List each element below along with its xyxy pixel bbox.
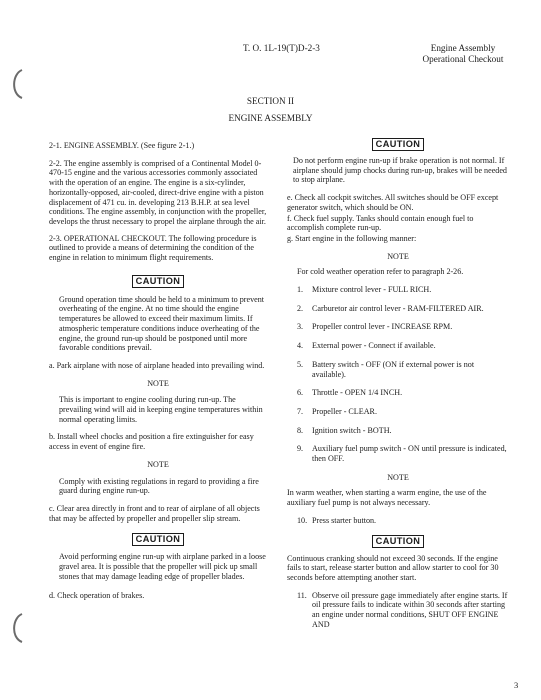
note-label: NOTE (387, 251, 409, 261)
caution-block-4 (287, 535, 509, 548)
note-text: This is important to engine cooling during run-up. The prevailing wind will aid in keeping engine temperatures within normal operating limits. (59, 395, 263, 424)
list-item: 2. Carburetor air control lever - RAM-FILTERED AIR. (297, 303, 484, 313)
caution-label: CAUTION (132, 533, 185, 546)
list-item: 8. Ignition switch - BOTH. (297, 425, 392, 435)
section-number: SECTION II (246, 96, 295, 106)
list-item: 6. Throttle - OPEN 1/4 INCH. (297, 388, 403, 398)
step-c: c. Clear area directly in front and to rear of airplane of all objects that may be affected by propeller and propeller slip stream. (49, 503, 260, 523)
list-item-11: 11. Observe oil pressure gage immediately after engine starts. If oil pressure fails to indicate within 30 seconds after starting an engine under normal conditions, SHUT OFF ENGINE AND (297, 590, 508, 629)
caution-text: Ground operation time should be held to a minimum to prevent overheating of the engine. At no time should the engine temperatures be allowed to exceed their maximum limits. If atmospheric temperature conditions induce overheating of the engine, the ground run-up should be postponed until more favorable conditions prevail. (59, 294, 265, 353)
note-label: NOTE (387, 472, 409, 482)
list-item: 3. Propeller control lever - INCREASE RPM. (297, 322, 453, 332)
header-topic-line1: Engine Assembly (430, 43, 496, 53)
step-d: d. Check operation of brakes. (49, 590, 145, 600)
caution-block-3 (287, 138, 509, 151)
page-number: 3 (514, 680, 519, 690)
step-a: a. Park airplane with nose of airplane headed into prevailing wind. (49, 360, 265, 370)
caution-label: CAUTION (372, 535, 425, 548)
paragraph-2-2: 2-2. The engine assembly is comprised of a Continental Model 0-470-15 engine and the various accessories commonly associated with the operation of an engine. The engine is a six-cylinder, horizontally-opposed, air-cooled, direct-drive engine with a piston displacement of 471 cu. in. developing 213 B.H.P. at sea level conditions. The engine assembly, in conjunction with the propeller, develops the thrust necessary to propel the airplane through the air. (49, 158, 267, 226)
paragraph-2-3: 2-3. OPERATIONAL CHECKOUT. The following procedure is outlined to provide a means of determining the condition of the engine in relation to minimum flight requirements. (49, 233, 257, 263)
note-text: In warm weather, when starting a warm engine, the use of the auxiliary fuel pump is not always necessary. (287, 488, 487, 508)
right-column (287, 138, 509, 630)
note-text: Comply with existing regulations in regard to providing a fire guard during engine run-up. (59, 476, 259, 496)
step-f: f. Check fuel supply. Tanks should contain enough fuel to accomplish complete run-up. (287, 213, 474, 233)
list-item: 9. Auxiliary fuel pump switch - ON until pressure is indicated, then OFF. (297, 444, 507, 464)
left-column (49, 141, 267, 600)
step-b: b. Install wheel chocks and position a fire extinguisher for easy access in event of engine fire. (49, 432, 254, 452)
caution-text: Avoid performing engine run-up with airplane parked in a loose gravel area. It is possible that the propeller will pick up small stones that may damage leading edge of propeller blades. (59, 552, 266, 581)
list-item: 4. External power - Connect if available. (297, 341, 436, 351)
caution-block-1 (49, 275, 267, 288)
list-item-10: 10. Press starter button. (297, 515, 377, 525)
doc-number: T. O. 1L-19(T)D-2-3 (243, 43, 320, 53)
start-steps-list (287, 285, 509, 464)
list-item: 5. Battery switch - OFF (ON if external power is not available). (297, 359, 475, 379)
list-item: 7. Propeller - CLEAR. (297, 406, 377, 416)
note-label: NOTE (147, 378, 169, 388)
binder-hole-mark-bottom (10, 612, 24, 644)
section-title: ENGINE ASSEMBLY (228, 113, 313, 123)
note-label: NOTE (147, 459, 169, 469)
step-e: e. Check all cockpit switches. All switches should be OFF except generator switch, which should be ON. (287, 193, 499, 212)
caution-block-2 (49, 533, 267, 546)
header-topic (408, 43, 518, 65)
caution-label: CAUTION (372, 138, 425, 151)
caution-text: Do not perform engine run-up if brake operation is not normal. If airplane should jump chocks during run-up, brakes will be needed to stop airplane. (293, 156, 507, 185)
paragraph-2-1: 2-1. ENGINE ASSEMBLY. (See figure 2-1.) (49, 141, 195, 150)
note-text: For cold weather operation refer to paragraph 2-26. (297, 267, 464, 277)
list-item: 1. Mixture control lever - FULL RICH. (297, 285, 432, 295)
caution-text: Continuous cranking should not exceed 30 seconds. If the engine fails to start, release starter button and allow starter to cool for 30 seconds before attempting another start. (287, 553, 499, 582)
step-g: g. Start engine in the following manner: (287, 233, 417, 243)
header-topic-line2: Operational Checkout (422, 54, 504, 64)
caution-label: CAUTION (132, 275, 185, 288)
